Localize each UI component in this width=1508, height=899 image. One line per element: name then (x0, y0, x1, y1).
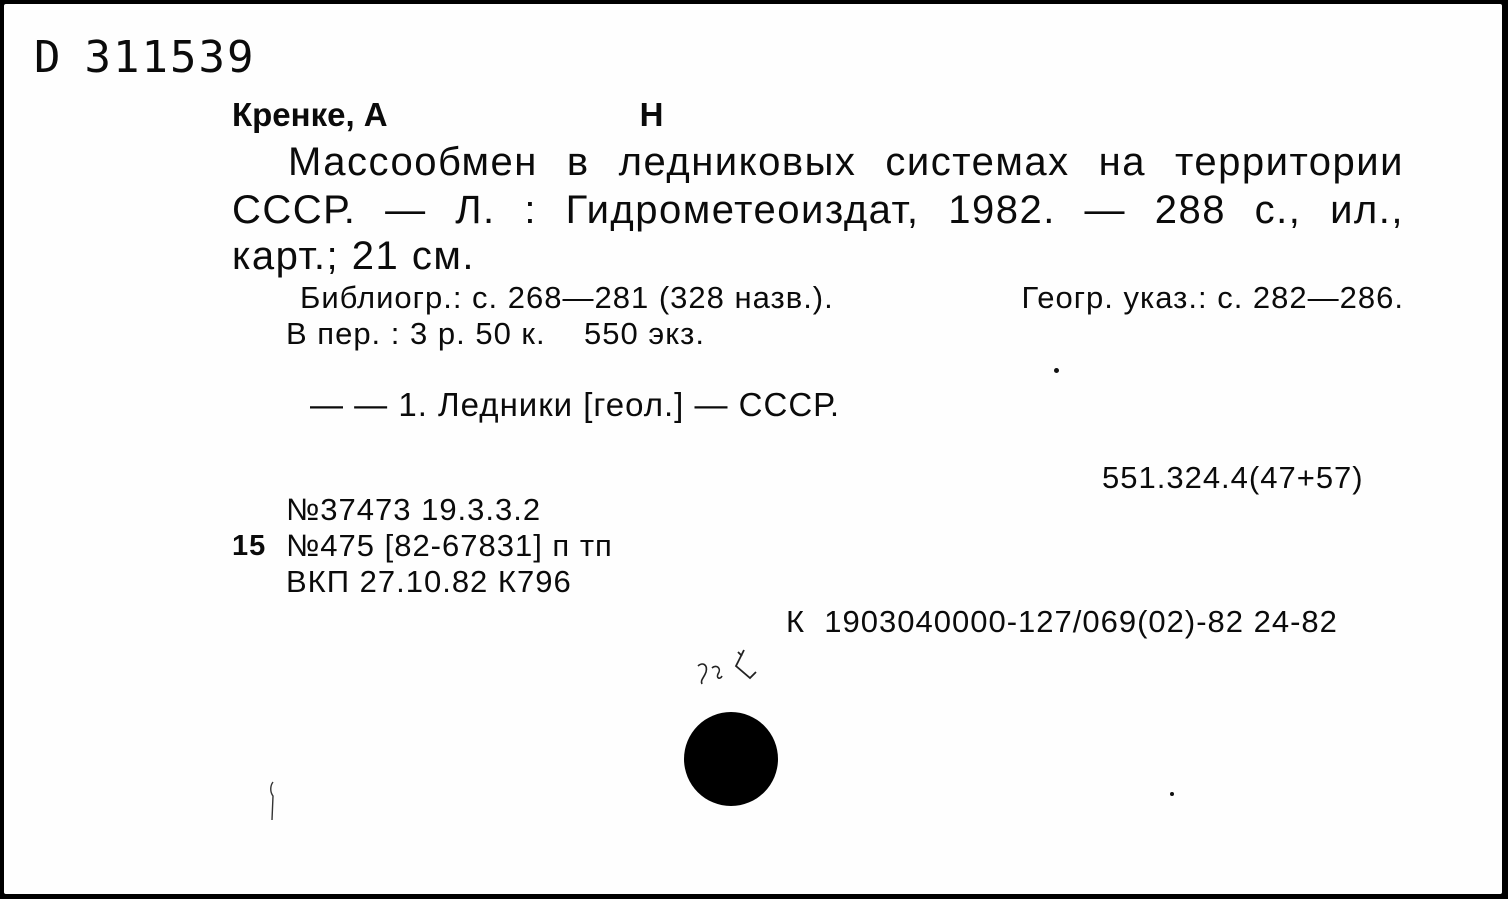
inventory-number (34, 32, 255, 83)
speck (1170, 792, 1174, 796)
pencil-mark (266, 778, 280, 824)
imprint-word: — (385, 188, 427, 232)
speck (1054, 368, 1059, 373)
title-line-1 (288, 140, 1404, 185)
subject-heading: — — 1. Ледники [геол.] — СССР. (310, 386, 841, 423)
title-word: Массообмен (288, 140, 538, 184)
inventory-value: 311539 (84, 32, 256, 83)
imprint-word: — (1084, 188, 1127, 232)
notes-line-1 (300, 280, 1404, 316)
udc-index: 551.324.4(47+57) (1102, 460, 1364, 495)
record-line-1: №37473 19.3.3.2 (286, 492, 542, 527)
title-line-2 (232, 188, 1404, 233)
imprint-word: ил., (1330, 188, 1404, 232)
imprint-word: Л. (455, 188, 496, 232)
bibliography-note: Библиогр.: с. 268—281 (328 назв.). (300, 280, 834, 315)
title-word: территории (1174, 140, 1404, 184)
price-note: В пер. : 3 р. 50 к. 550 экз. (286, 316, 705, 351)
title-word: ледниковых (618, 140, 857, 184)
title-word: в (566, 140, 590, 184)
imprint-word: : (524, 188, 537, 232)
filing-dot (684, 712, 778, 806)
record-line-3: ВКП 27.10.82 К796 (286, 564, 572, 599)
imprint-word: СССР. (232, 188, 357, 232)
inventory-prefix: D (34, 32, 63, 83)
imprint-word: 1982. (948, 188, 1056, 232)
record-line-2: №475 [82-67831] п тп (286, 528, 613, 563)
imprint-word: с., (1254, 188, 1302, 232)
imprint-word: Гидрометеоиздат, (565, 188, 920, 232)
physical-description: карт.; 21 см. (232, 234, 475, 278)
catalog-code: К 1903040000-127/069(02)-82 24-82 (786, 604, 1338, 639)
handwritten-mark (692, 644, 782, 694)
title-word: на (1098, 140, 1146, 184)
author-heading (232, 96, 663, 134)
imprint-word: 288 (1154, 188, 1226, 232)
record-prefix: 15 (232, 530, 267, 562)
author-surname: Кренке, А (232, 96, 388, 133)
geo-index-note: Геогр. указ.: с. 282—286. (1021, 280, 1404, 315)
title-word: системах (885, 140, 1070, 184)
author-initial: Н (639, 96, 664, 133)
catalog-card (4, 4, 1502, 894)
